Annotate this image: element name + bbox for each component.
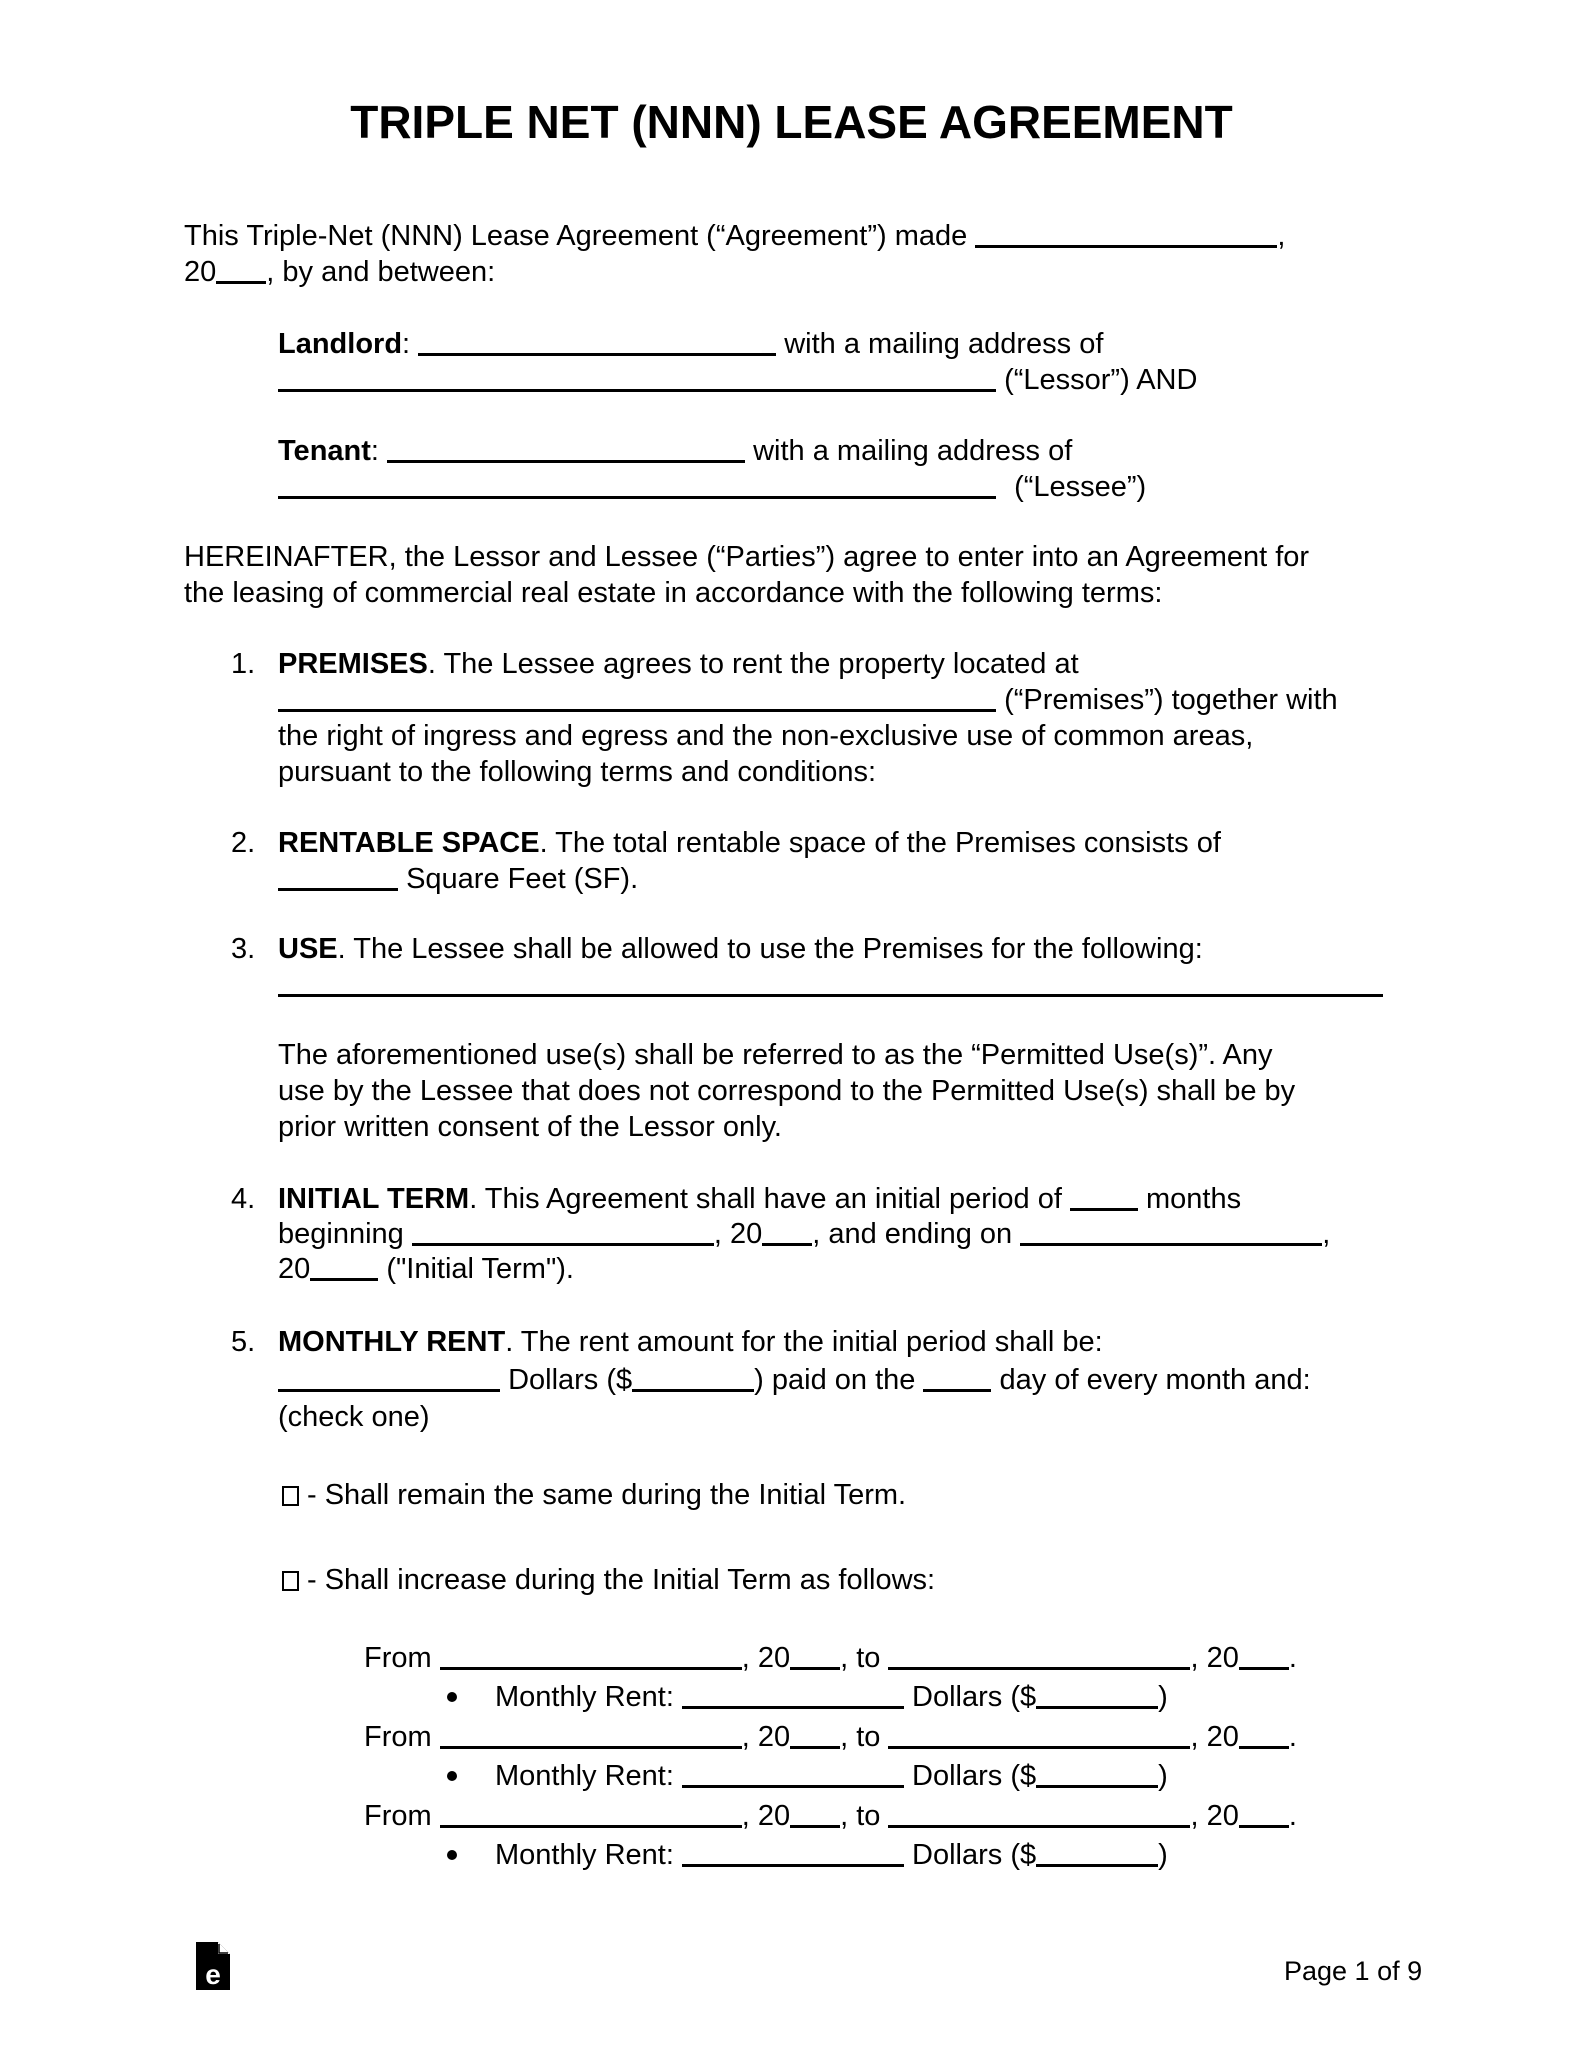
checkbox-icon[interactable] [282,1486,299,1506]
tenant-label: Tenant [278,435,371,467]
tenant-line-2: (“Lessee”) [278,470,1146,504]
agreement-date-field[interactable] [975,219,1277,248]
section-3-heading: USE [278,933,338,965]
schedule-2-rent-amount-field[interactable] [1036,1759,1158,1788]
schedule-3-rent-words-field[interactable] [682,1838,904,1867]
schedule-3-from-year-field[interactable] [790,1799,840,1828]
section-5-number: 5. [231,1326,256,1358]
section-1-line-2: (“Premises”) together with [278,683,1338,717]
schedule-row-3-rent: Monthly Rent: Dollars ($ ) [495,1839,1168,1871]
section-5-line-2: Dollars ($ ) paid on the day of every month and: [278,1363,1311,1397]
section-4-line-1: INITIAL TERM. This Agreement shall have an initial period of months [278,1183,1242,1215]
schedule-2-rent-words-field[interactable] [682,1759,904,1788]
document-title: TRIPLE NET (NNN) LEASE AGREEMENT [350,96,1233,148]
bullet-icon [447,1771,457,1781]
term-start-year-field[interactable] [762,1217,812,1246]
section-4-heading: INITIAL TERM [278,1183,470,1215]
schedule-3-to-date-field[interactable] [888,1799,1190,1828]
section-1-number: 1. [231,648,256,680]
section-3-line-1: USE. The Lessee shall be allowed to use the Premises for the following: [278,933,1203,965]
intro-line-1: This Triple-Net (NNN) Lease Agreement (“Agreement”) made , [184,220,1286,252]
tenant-name-field[interactable] [387,434,745,463]
schedule-1-from-date-field[interactable] [440,1641,742,1670]
schedule-row-1-rent: Monthly Rent: Dollars ($ ) [495,1681,1168,1713]
schedule-3-rent-amount-field[interactable] [1036,1838,1158,1867]
landlord-label: Landlord [278,328,403,360]
section-3-number: 3. [231,933,256,965]
section-5-line-1: MONTHLY RENT. The rent amount for the initial period shall be: [278,1326,1103,1358]
initial-term-months-field[interactable] [1070,1182,1138,1211]
schedule-2-to-date-field[interactable] [888,1720,1190,1749]
schedule-2-from-year-field[interactable] [790,1720,840,1749]
schedule-2-from-date-field[interactable] [440,1720,742,1749]
section-1-heading: PREMISES [278,648,428,680]
hereinafter-line-1: HEREINAFTER, the Lessor and Lessee (“Parties”) agree to enter into an Agreement for [184,541,1310,573]
term-start-date-field[interactable] [412,1217,714,1246]
section-2-line-2: Square Feet (SF). [278,862,638,896]
section-2-heading: RENTABLE SPACE [278,827,540,859]
section-4-number: 4. [231,1183,256,1215]
tenant-address-field[interactable] [278,470,996,499]
svg-text:e: e [205,1959,221,1990]
page-number: Page 1 of 9 [1284,1956,1423,1986]
section-3-para-3: prior written consent of the Lessor only. [278,1111,782,1143]
rent-due-day-field[interactable] [923,1363,991,1392]
section-1-line-3: the right of ingress and egress and the non-exclusive use of common areas, [278,720,1254,752]
schedule-row-3: From , 20 , to , 20 . [364,1800,1297,1832]
section-3-para-1: The aforementioned use(s) shall be referred to as the “Permitted Use(s)”. Any [278,1039,1273,1071]
rent-option-same[interactable]: - Shall remain the same during the Initial Term. [282,1478,906,1512]
bullet-icon [447,1692,457,1702]
schedule-1-rent-amount-field[interactable] [1036,1680,1158,1709]
term-end-year-field[interactable] [310,1252,378,1281]
schedule-row-1: From , 20 , to , 20 . [364,1642,1297,1674]
schedule-row-2: From , 20 , to , 20 . [364,1721,1297,1753]
schedule-2-to-year-field[interactable] [1239,1720,1289,1749]
section-2-line-1: RENTABLE SPACE. The total rentable space of the Premises consists of [278,827,1221,859]
hereinafter-line-2: the leasing of commercial real estate in accordance with the following terms: [184,577,1163,609]
eforms-document-logo-icon [196,1942,230,1990]
schedule-1-to-date-field[interactable] [888,1641,1190,1670]
section-5-line-3: (check one) [278,1401,430,1433]
section-4-line-2: beginning , 20 , and ending on , [278,1218,1331,1250]
checkbox-icon[interactable] [282,1571,299,1591]
tenant-line-1: Tenant: with a mailing address of [278,435,1073,467]
agreement-year-field[interactable] [216,255,266,284]
bullet-icon [447,1850,457,1860]
landlord-name-field[interactable] [418,327,776,356]
permitted-use-field[interactable] [278,968,1383,997]
section-4-line-3: 20 ("Initial Term"). [278,1253,574,1285]
section-5-heading: MONTHLY RENT [278,1326,506,1358]
term-end-date-field[interactable] [1020,1217,1322,1246]
section-1-line-1: PREMISES. The Lessee agrees to rent the property located at [278,648,1079,680]
intro-line-2: 20 , by and between: [184,256,496,288]
square-feet-field[interactable] [278,862,398,891]
schedule-3-from-date-field[interactable] [440,1799,742,1828]
section-3-para-2: use by the Lessee that does not correspond to the Permitted Use(s) shall be by [278,1075,1296,1107]
landlord-address-field[interactable] [278,363,996,392]
rent-option-increase[interactable]: - Shall increase during the Initial Term as follows: [282,1563,935,1597]
monthly-rent-amount-field[interactable] [632,1363,754,1392]
schedule-1-rent-words-field[interactable] [682,1680,904,1709]
landlord-line-2: (“Lessor”) AND [278,363,1197,397]
monthly-rent-words-field[interactable] [278,1363,500,1392]
schedule-row-2-rent: Monthly Rent: Dollars ($ ) [495,1760,1168,1792]
section-3-line-2 [278,968,1383,1002]
landlord-line-1: Landlord: with a mailing address of [278,328,1104,360]
section-2-number: 2. [231,827,256,859]
schedule-1-to-year-field[interactable] [1239,1641,1289,1670]
schedule-3-to-year-field[interactable] [1239,1799,1289,1828]
schedule-1-from-year-field[interactable] [790,1641,840,1670]
section-1-line-4: pursuant to the following terms and conditions: [278,756,877,788]
premises-address-field[interactable] [278,683,996,712]
